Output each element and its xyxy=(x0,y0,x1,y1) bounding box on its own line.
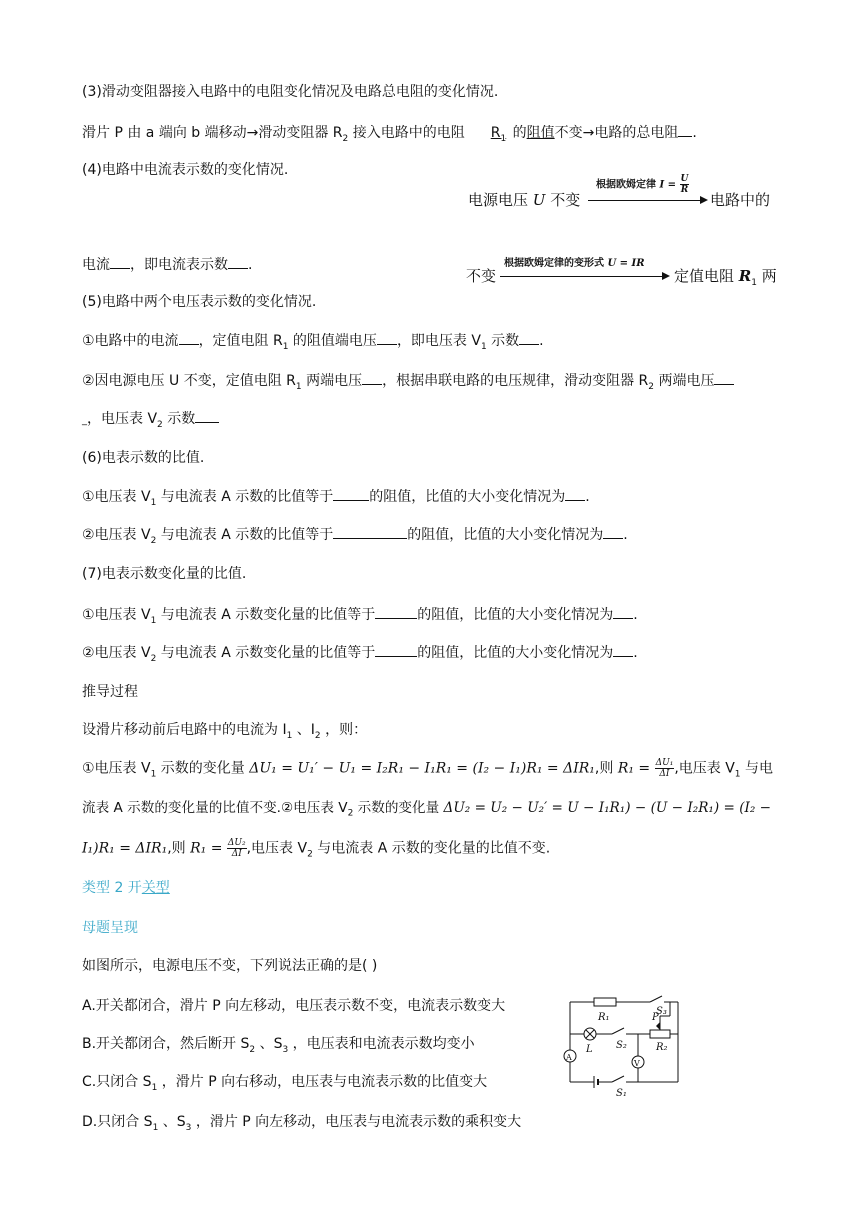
s4-line: 电流 ，即电流表示数 . xyxy=(82,254,252,275)
switch-s1-icon xyxy=(612,1076,624,1082)
s5-heading: (5)电路中两个电压表示数的变化情况. xyxy=(82,294,317,310)
question-stem: 如图所示，电源电压不变，下列说法正确的是( ) xyxy=(82,958,378,974)
option-b: B.开关都闭合，然后断开 $S_2$ 、$S_3$ ，电压表和电流表示数均变小 xyxy=(82,1036,475,1055)
s7-line-2: ②电压表 $V_2$ 与电流表 A 示数变化量的比值等于 的阻值，比值的大小变化情况为 . xyxy=(82,642,638,669)
resistor-r1-icon xyxy=(594,998,616,1006)
derive-p3: I₁)R₁ = ΔIR₁,则 R₁ = $\frac{\text{ΔU₂}}{\Delta I}$ ,电压表 $V_2$ 与电流表 A 示数的变化量的比值不变. xyxy=(82,838,551,860)
s5-line-3: _，电压表 $V_2$ 示数 xyxy=(82,408,219,435)
s7-heading: (7)电表示数变化量的比值. xyxy=(82,566,247,582)
label-s2: S₂ xyxy=(616,1040,627,1051)
s7-line-1: ①电压表 $V_1$ 与电流表 A 示数变化量的比值等于 的阻值，比值的大小变化情况为 . xyxy=(82,604,638,631)
type2-sub: 母题呈现 xyxy=(82,920,138,936)
label-p: P xyxy=(652,1012,659,1023)
label-r1: R₁ xyxy=(598,1012,610,1023)
option-a: A.开关都闭合，滑片 P 向左移动，电压表示数不变，电流表示数变大 xyxy=(82,998,506,1014)
arrow-right-icon xyxy=(500,276,668,277)
label-l: L xyxy=(586,1044,593,1055)
s3-line: 滑片 P 由 a 端向 b 端移动→滑动变阻器 $R_2$ 接入电路中的电阻 $R_1$ 的阻值不变→电路的总电阻 . xyxy=(82,122,697,149)
s4-heading: (4)电路中电流表示数的变化情况. xyxy=(82,162,289,178)
rheostat-r2-icon xyxy=(650,1030,670,1038)
arrow-right-icon xyxy=(588,200,706,201)
s6-line-1: ①电压表 $V_1$ 与电流表 A 示数的比值等于 的阻值，比值的大小变化情况为 . xyxy=(82,486,590,513)
ohm-law-inference-2: 根据欧姆定律的变形式 U = IR 不变 定值电阻 $R_1$ 两 xyxy=(466,258,777,288)
label-s3: S₃ xyxy=(656,1006,667,1017)
s5-line-1: ①电路中的电流 ，定值电阻 $R_1$ 的阻值端电压 ，即电压表 $V_1$ 示数 . xyxy=(82,330,544,357)
s5-line-2: ②因电源电压 U 不变，定值电阻 $R_1$ 两端电压 ，根据串联电路的电压规律，滑动变阻器 $R_2$ 两端电压 xyxy=(82,370,734,397)
s3-heading: (3)滑动变阻器接入电路中的电阻变化情况及电路总电阻的变化情况. xyxy=(82,84,499,100)
option-d: D.只闭合 $S_1$ 、$S_3$ ，滑片 P 向左移动，电压表与电流表示数的乘积变大 xyxy=(82,1114,522,1133)
derive-p1: ①电压表 $V_1$ 示数的变化量 ΔU₁ = U₁′ − U₁ = I₂R₁ − I₁R₁ = (I₂ − I₁)R₁ = ΔIR₁,则 R₁ = $\frac{\text{ΔU₁}}{\Delta I}$ ,电压表 $V_1$ 与电 xyxy=(82,758,773,780)
derive-title: 推导过程 xyxy=(82,684,138,700)
switch-s2-icon xyxy=(612,1028,624,1034)
option-c: C.只闭合 $S_1$ ，滑片 P 向右移动，电压表与电流表示数的比值变大 xyxy=(82,1074,488,1093)
ohm-law-inference-1: 根据欧姆定律 I = $\frac{U}{R}$ 电源电压 U 不变 电路中的 xyxy=(468,174,771,209)
label-v: V xyxy=(634,1059,640,1068)
circuit-diagram xyxy=(556,990,696,1100)
s6-line-2: ②电压表 $V_2$ 与电流表 A 示数的比值等于 的阻值，比值的大小变化情况为 . xyxy=(82,524,628,551)
s6-heading: (6)电表示数的比值. xyxy=(82,450,205,466)
label-s1: S₁ xyxy=(616,1088,627,1099)
derive-p2: 流表 A 示数的变化量的比值不变.②电压表 $V_2$ 示数的变化量 ΔU₂ = U₂ − U₂′ = U − I₁R₁) − (U − I₂R₁) = (I₂ − xyxy=(82,800,772,819)
label-a: A xyxy=(566,1053,572,1062)
label-r2: R₂ xyxy=(656,1042,668,1053)
type2-label: 类型 2 开关型 xyxy=(82,880,170,896)
switch-s3-icon xyxy=(650,996,662,1002)
derive-intro: 设滑片移动前后电路中的电流为 $I_1$ 、$I_2$ ，则： xyxy=(82,722,368,741)
